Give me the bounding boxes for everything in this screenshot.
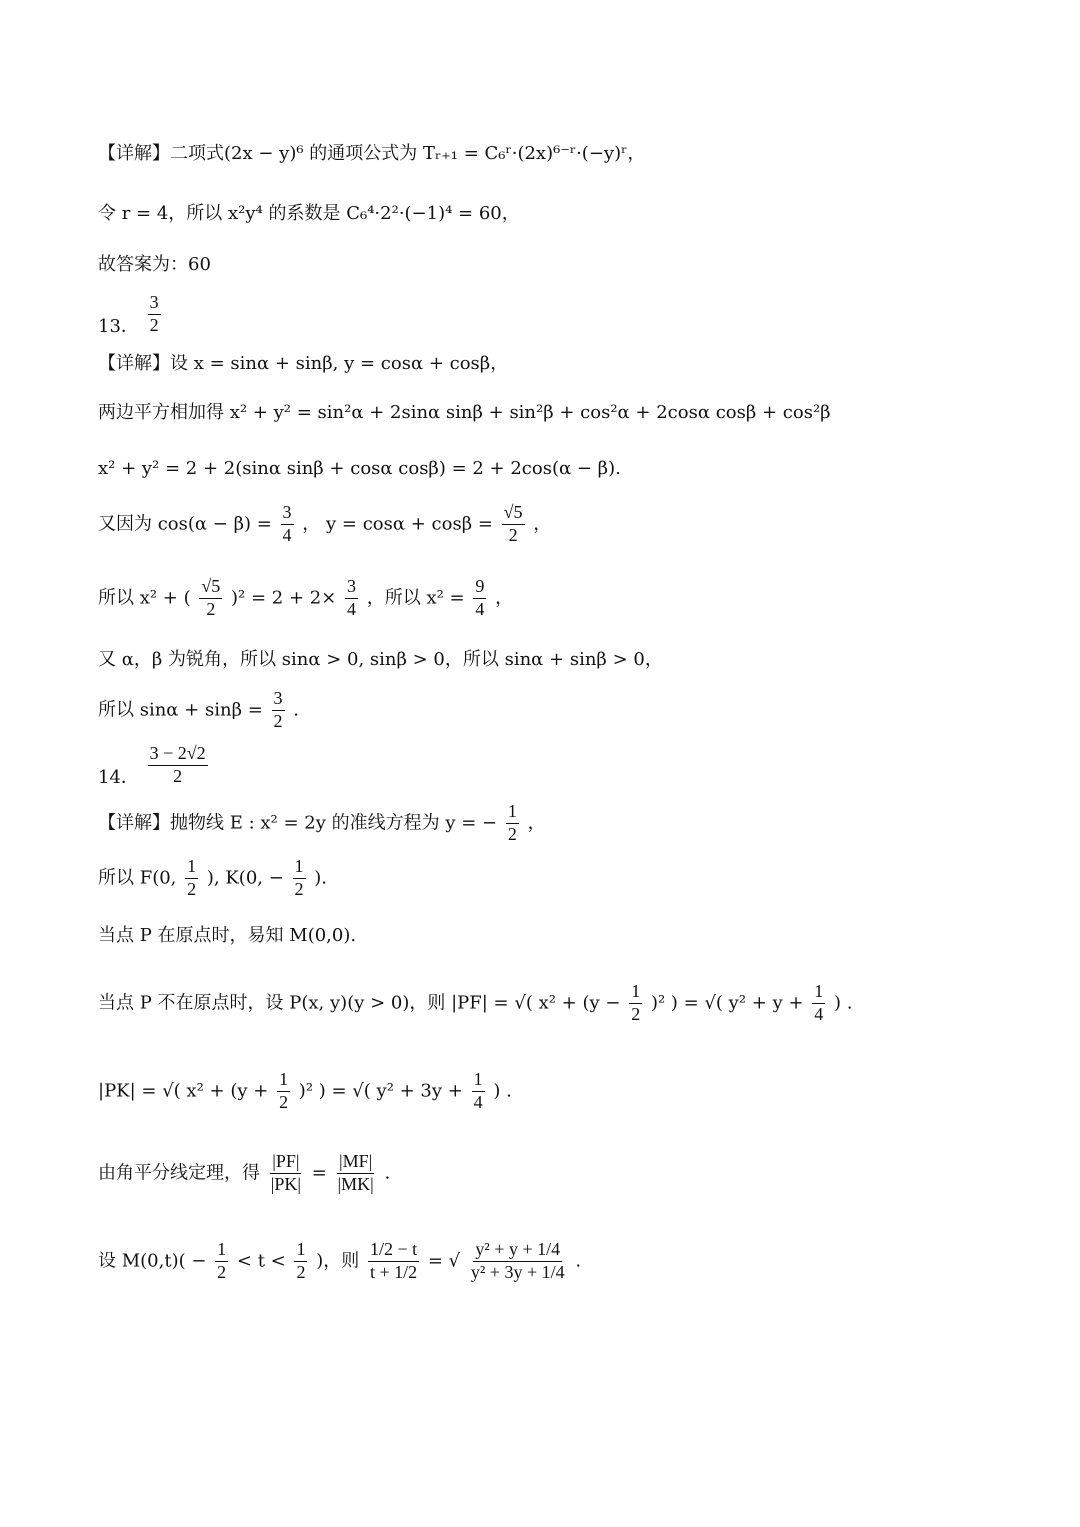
question-14-answer: [98, 744, 211, 787]
conclusion-13-line: [98, 689, 299, 732]
line-text: .: [293, 699, 299, 721]
binomial-line: [98, 145, 645, 163]
numerator: √5: [502, 503, 525, 525]
denominator: 4: [473, 1091, 483, 1112]
answer-fraction: [148, 293, 161, 336]
numerator: 1: [506, 802, 519, 824]
denominator: |MK|: [337, 1173, 374, 1194]
line-text: 所以 x² + (: [98, 587, 191, 609]
line-text: = √: [427, 1250, 461, 1272]
fraction: [293, 857, 306, 900]
fraction: [472, 1070, 485, 1113]
denominator: 2: [508, 524, 518, 545]
given-values-line: [98, 503, 551, 546]
fraction: [215, 1240, 228, 1283]
numerator: 1: [294, 1240, 307, 1262]
line-text: 所以 sinα + sinβ =: [98, 699, 263, 721]
line-text: < t <: [236, 1250, 286, 1272]
fraction: [277, 1070, 290, 1113]
line-text: .: [575, 1250, 582, 1272]
origin-case-line: [98, 927, 356, 945]
numerator: 1: [293, 857, 306, 879]
numerator: 3: [272, 689, 285, 711]
line-text: ).: [314, 867, 328, 889]
line-text: 【详解】二项式(2x − y)⁶ 的通项公式为 Tᵣ₊₁ = C₆ʳ·(2x)⁶⁻ʳ·(−y)ʳ，: [98, 143, 646, 164]
parabola-line: [98, 802, 546, 845]
denominator: 2: [206, 598, 216, 619]
line-text: 由角平分线定理，得: [98, 1162, 260, 1184]
coefficient-line: [98, 205, 520, 223]
line-text: x² + y² = 2 + 2(sinα sinβ + cosα cosβ) = 2 + 2cos(α − β).: [98, 458, 621, 479]
fraction: [506, 802, 519, 845]
fraction: [473, 577, 486, 620]
line-text: ，: [533, 513, 552, 535]
numerator: 3: [148, 293, 161, 315]
square-sum-line: [98, 404, 831, 422]
line-text: ， y = cosα + cosβ =: [302, 513, 493, 535]
numerator: 3 − 2√2: [148, 744, 208, 766]
line-text: 又 α，β 为锐角，所以 sinα > 0, sinβ > 0，所以 sinα + sinβ > 0，: [98, 649, 663, 670]
denominator: 2: [217, 1261, 227, 1282]
denominator: 2: [296, 1261, 306, 1282]
fraction: [368, 1240, 419, 1283]
fraction: [812, 982, 825, 1025]
simplified-line: [98, 460, 621, 478]
numerator: √5: [199, 577, 222, 599]
denominator: 4: [282, 524, 292, 545]
question-number: 13．: [98, 316, 139, 338]
fraction: [294, 1240, 307, 1283]
denominator: 4: [475, 598, 485, 619]
fraction: [185, 857, 198, 900]
fraction: [336, 1152, 376, 1195]
pk-distance-line: [98, 1070, 512, 1113]
line-text: ), K(0, −: [206, 867, 284, 889]
denominator: 4: [347, 598, 357, 619]
line-text: )² = 2 + 2×: [231, 587, 337, 609]
line-text: )² ) = √( y² + 3y +: [298, 1080, 463, 1102]
numerator: |PF|: [270, 1152, 301, 1174]
line-text: 故答案为：60: [98, 254, 211, 275]
line-text: 当点 P 不在原点时，设 P(x, y)(y > 0)，则 |PF| = √( x² + (y −: [98, 992, 621, 1014]
denominator: 2: [631, 1003, 641, 1024]
numerator: 1/2 − t: [368, 1240, 419, 1262]
fraction: [629, 982, 642, 1025]
numerator: |MF|: [337, 1152, 374, 1174]
numerator: 3: [281, 503, 294, 525]
fraction: [345, 577, 358, 620]
numerator: 1: [215, 1240, 228, 1262]
question-13-answer: [98, 293, 164, 336]
solve-x-line: [98, 577, 513, 620]
numerator: 9: [473, 577, 486, 599]
pf-distance-line: [98, 982, 852, 1025]
denominator: 2: [149, 314, 159, 335]
line-text: 两边平方相加得 x² + y² = sin²α + 2sinα sinβ + sin²β + cos²α + 2cosα cosβ + cos²β: [98, 402, 831, 423]
line-text: 又因为 cos(α − β) =: [98, 513, 272, 535]
line-text: =: [311, 1162, 327, 1184]
fraction: [281, 503, 294, 546]
angle-bisector-line: [98, 1152, 390, 1195]
numerator: 1: [812, 982, 825, 1004]
denominator: 4: [814, 1003, 824, 1024]
denominator: 2: [173, 765, 183, 786]
fraction: [199, 577, 222, 620]
line-text: |PK| = √( x² + (y +: [98, 1080, 269, 1102]
fraction: [272, 689, 285, 732]
line-text: ) .: [834, 992, 853, 1014]
denominator: 2: [507, 823, 517, 844]
answer-line: [98, 256, 211, 274]
acute-angle-line: [98, 651, 663, 669]
line-text: ) .: [493, 1080, 512, 1102]
line-text: )² ) = √( y² + y +: [650, 992, 804, 1014]
fraction: [269, 1152, 303, 1195]
denominator: 2: [279, 1091, 289, 1112]
line-text: .: [384, 1162, 391, 1184]
line-text: )，则: [316, 1250, 360, 1272]
denominator: 2: [294, 878, 304, 899]
fraction: [502, 503, 525, 546]
line-text: 【详解】抛物线 E : x² = 2y 的准线方程为 y = −: [98, 812, 498, 834]
line-text: 设 M(0,t)( −: [98, 1250, 207, 1272]
fraction: [469, 1240, 567, 1283]
detail-13-intro: [98, 355, 508, 373]
line-text: ，所以 x² =: [366, 587, 465, 609]
numerator: 1: [629, 982, 642, 1004]
line-text: ，: [495, 587, 514, 609]
denominator: t + 1/2: [369, 1261, 418, 1282]
denominator: 2: [273, 710, 283, 731]
answer-fraction: [148, 744, 208, 787]
line-text: ，: [527, 812, 546, 834]
numerator: 1: [185, 857, 198, 879]
points-fk-line: [98, 857, 327, 900]
numerator: 3: [345, 577, 358, 599]
question-number: 14．: [98, 767, 139, 789]
denominator: 2: [187, 878, 197, 899]
line-text: 【详解】设 x = sinα + sinβ, y = cosα + cosβ，: [98, 353, 509, 374]
line-text: 令 r = 4，所以 x²y⁴ 的系数是 C₆⁴·2²·(−1)⁴ = 60，: [98, 203, 520, 224]
numerator: y² + y + 1/4: [473, 1240, 562, 1262]
line-text: 当点 P 在原点时，易知 M(0,0).: [98, 925, 357, 946]
denominator: |PK|: [270, 1173, 301, 1194]
numerator: 1: [277, 1070, 290, 1092]
denominator: y² + 3y + 1/4: [470, 1261, 565, 1282]
numerator: 1: [472, 1070, 485, 1092]
line-text: 所以 F(0,: [98, 867, 177, 889]
set-m-line: [98, 1240, 581, 1283]
